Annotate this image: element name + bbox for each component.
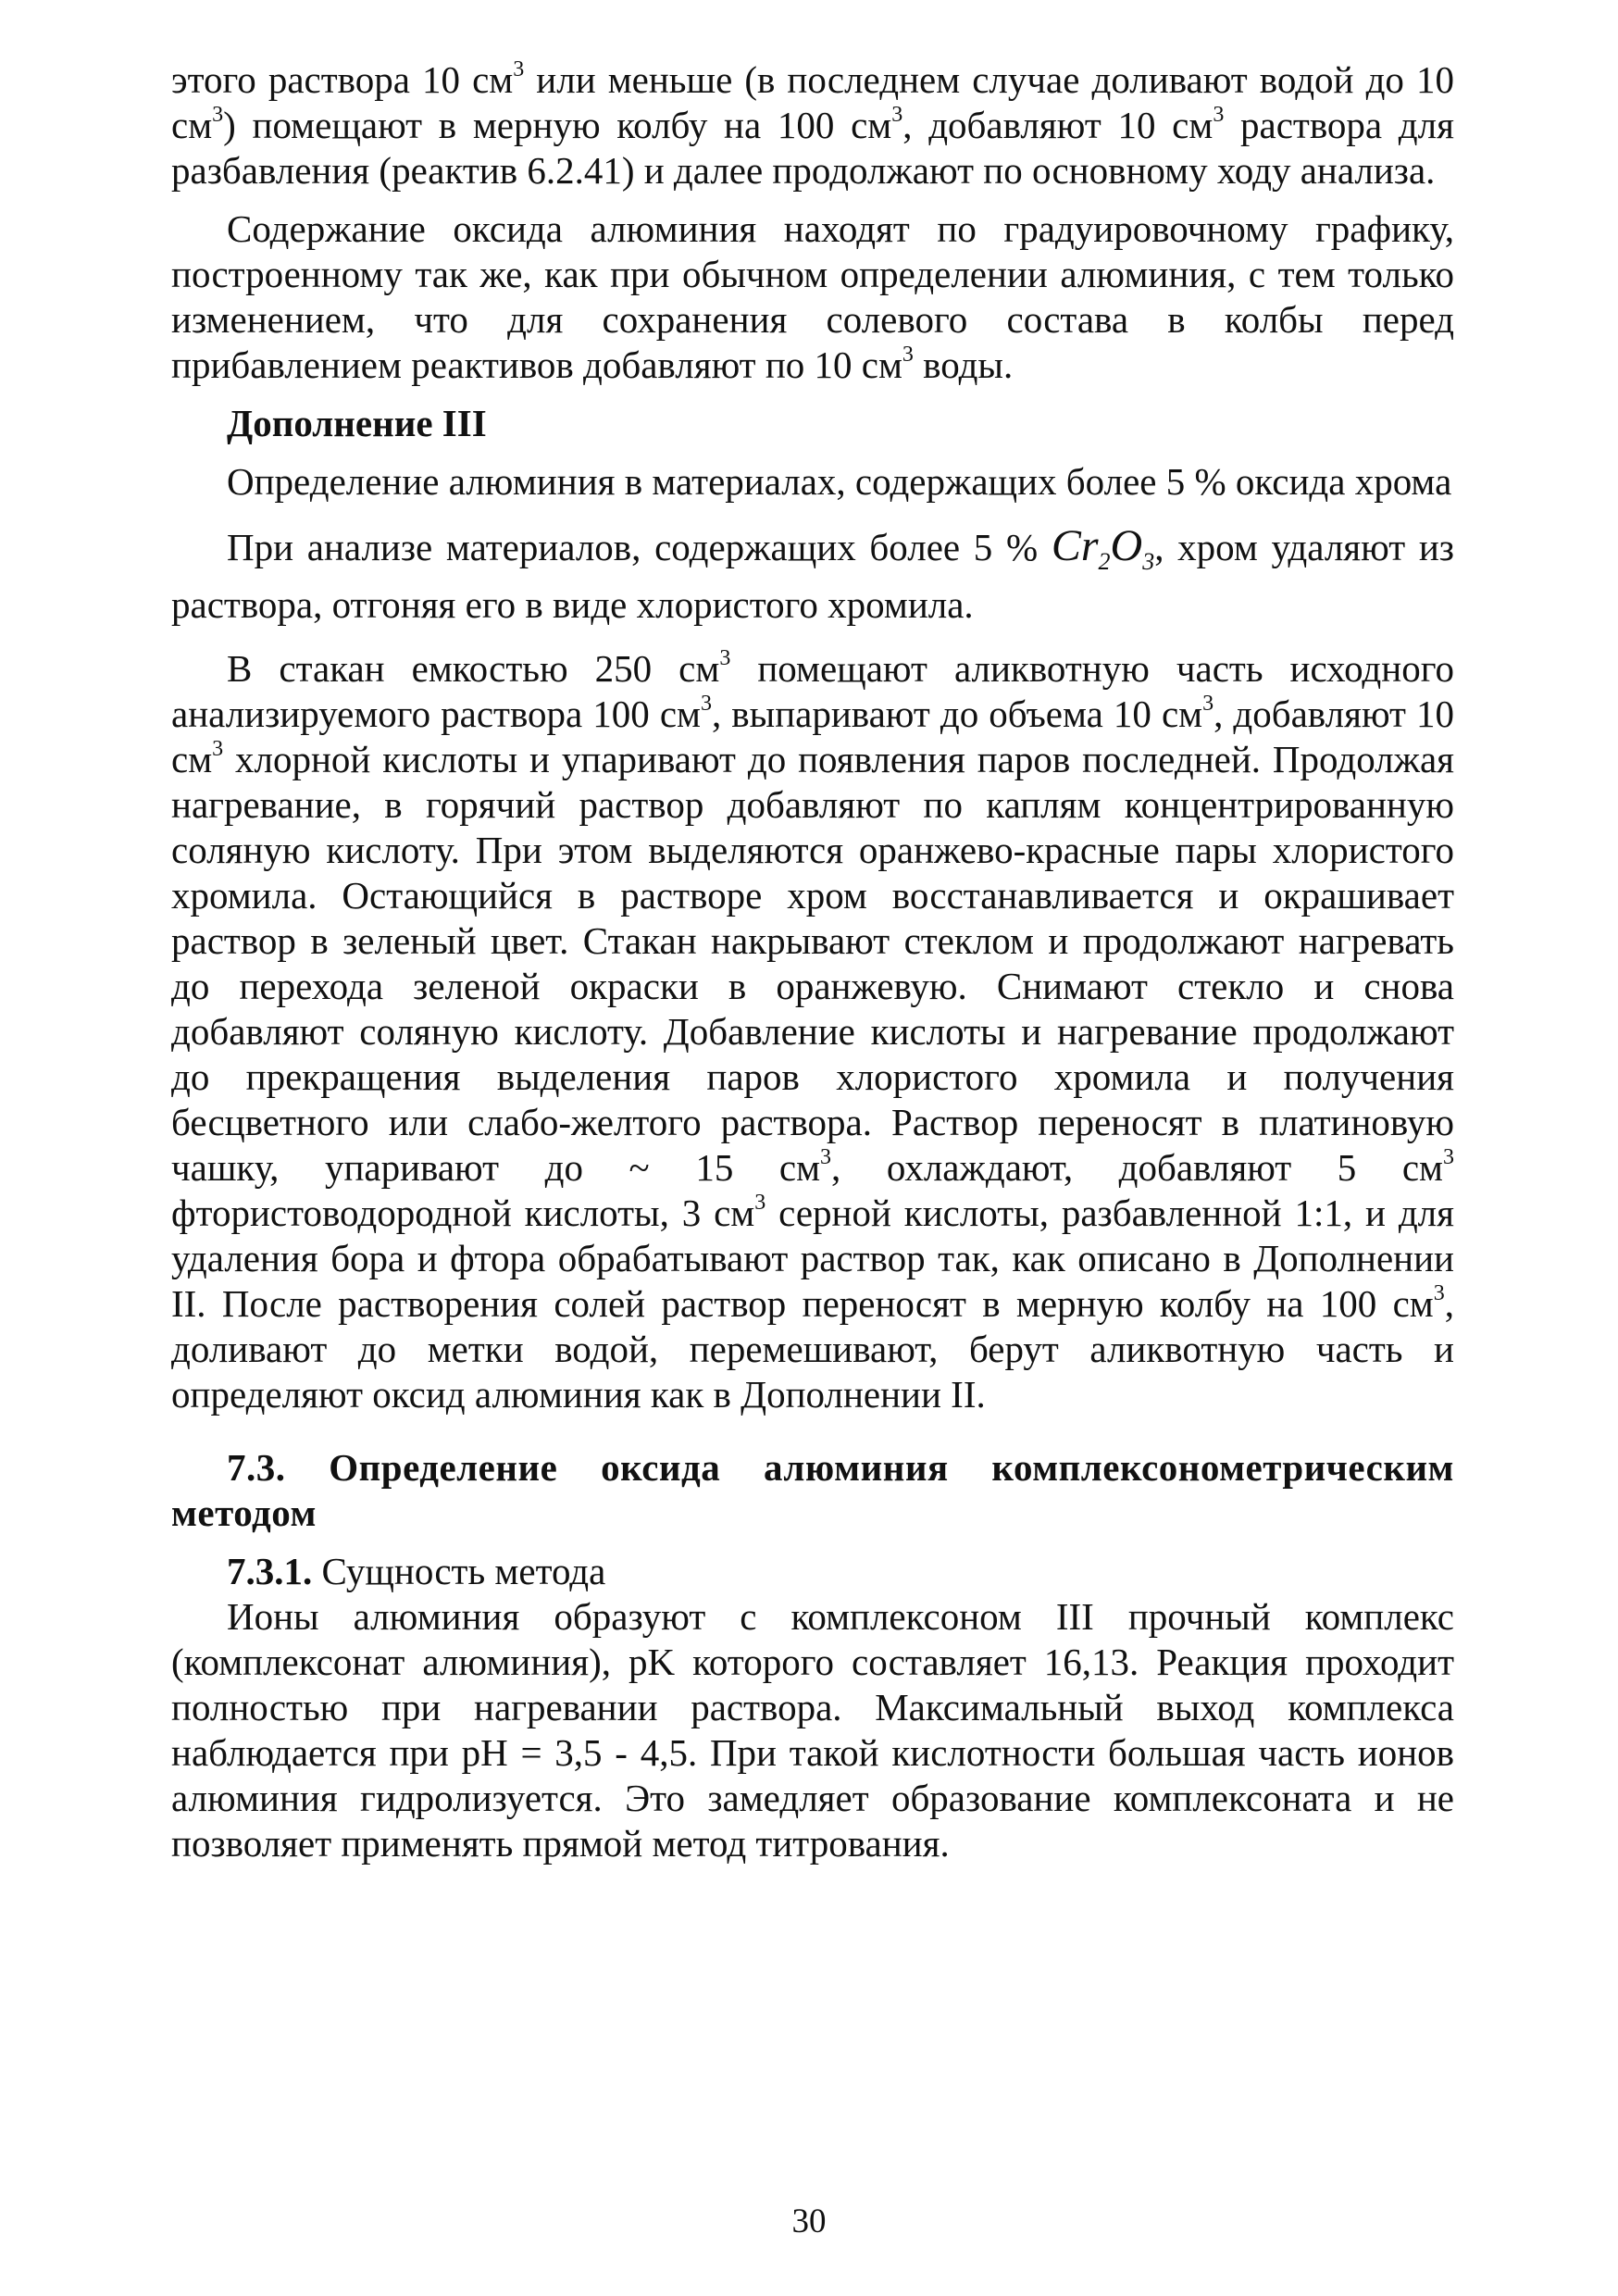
superscript: 3	[902, 343, 914, 367]
formula-subscript: 2	[1098, 548, 1111, 575]
section-heading: 7.3. Определение оксида алюминия комплексонометрическим методом	[171, 1446, 1454, 1534]
superscript: 3	[719, 646, 731, 670]
text-run: Содержание оксида алюминия находят по градуировочному графику, построенному так же, как при обычном определении алюминия, с тем только изменением, что для сохранения солевого состава в колбы перед прибавлением реактивов добавляют по 10 см	[171, 207, 1454, 386]
text-run: хлорной кислоты и упаривают до появления паров последней. Продолжая нагревание, в горячий раствор добавляют по каплям концентрированную соляную кислоту. При этом выделяются оранжево-красные пары хлористого хромила. Остающийся в растворе хром восстанавливается и окрашивает раствор в зеленый цвет. Стакан накрывают стеклом и продолжают нагревать до перехода зеленой окраски в оранжевую. Снимают стекло и снова добавляют соляную кислоту. Добавление кислоты и нагревание продолжают до прекращения выделения паров хлористого хромила и получения бесцветного или слабо-желтого раствора. Раствор переносят в платиновую чашку, упаривают до ~ 15 см	[171, 738, 1454, 1189]
text-run: , выпаривают до объема 10 см	[711, 693, 1203, 735]
paragraph-procedure	[171, 646, 1454, 1417]
paragraph-continued	[171, 57, 1454, 193]
supplement-title: Дополнение III	[227, 402, 487, 444]
formula-part: Cr	[1051, 521, 1099, 570]
superscript: 3	[513, 57, 525, 81]
text-run: , добавляют 10 см	[171, 693, 1455, 780]
superscript: 3	[891, 103, 903, 127]
text-run: этого раствора 10 см	[171, 58, 514, 101]
superscript: 3	[212, 737, 224, 761]
chemical-formula	[1051, 521, 1155, 575]
text-run: воды.	[913, 343, 1014, 386]
superscript: 3	[754, 1191, 766, 1215]
paragraph-calibration	[171, 206, 1454, 388]
text-run: При анализе материалов, содержащих более 5 %	[227, 526, 1052, 568]
superscript: 3	[820, 1145, 832, 1169]
document-page	[171, 57, 1454, 2279]
text-run: серной кислоты, разбавленной 1:1, и для удаления бора и фтора обрабатывают раствор так, как описано в Дополнении II. После растворения солей раствор переносят в мерную колбу на 100 см	[171, 1192, 1454, 1325]
supplement-subtitle: Определение алюминия в материалах, содержащих более 5 % оксида хрома	[227, 460, 1452, 503]
text-run: , хром удаляют из раствора, отгоняя его в виде хлористого хромила.	[171, 526, 1454, 626]
superscript: 3	[1443, 1145, 1454, 1169]
text-run: помещают аликвотную часть исходного анализируемого раствора 100 см	[171, 647, 1454, 735]
text-run: , доливают до метки водой, перемешивают, берут аликвотную часть и определяют оксид алюминия как в Дополнении II.	[171, 1282, 1454, 1416]
text-run: фтористоводородной кислоты, 3 см	[171, 1192, 755, 1234]
text-run: , охлаждают, добавляют 5 см	[831, 1146, 1443, 1189]
text-run: или меньше (в последнем случае доливают водой до 10 см	[171, 58, 1454, 146]
formula-part: O	[1110, 521, 1143, 570]
subsection-heading	[171, 1549, 1454, 1594]
superscript: 3	[1433, 1281, 1445, 1305]
text-run: раствора для разбавления (реактив 6.2.41) и далее продолжают по основному ходу анализа.	[171, 104, 1454, 192]
superscript: 3	[212, 103, 224, 127]
paragraph-chromium	[171, 518, 1454, 633]
subsection-title: Сущность метода	[312, 1550, 606, 1592]
superscript: 3	[700, 692, 712, 716]
text-run: , добавляют 10 см	[902, 104, 1214, 146]
superscript: 3	[1202, 692, 1214, 716]
page-number: 30	[791, 2202, 827, 2240]
paragraph-method-essence: Ионы алюминия образуют с комплексоном III прочный комплекс (комплексонат алюминия), pK которого составляет 16,13. Реакция проходит полностью при нагревании раствора. Максимальный выход комплекса наблюдается при pH = 3,5 - 4,5. При такой кислотности большая часть ионов алюминия гидролизуется. Это замедляет образование комплексоната и не позволяет применять прямой метод титрования.	[171, 1595, 1454, 1865]
superscript: 3	[1213, 103, 1225, 127]
text-run: В стакан емкостью 250 см	[227, 647, 720, 690]
subsection-number: 7.3.1.	[227, 1550, 313, 1592]
formula-subscript: 3	[1142, 548, 1155, 575]
text-run: ) помещают в мерную колбу на 100 см	[223, 104, 892, 146]
